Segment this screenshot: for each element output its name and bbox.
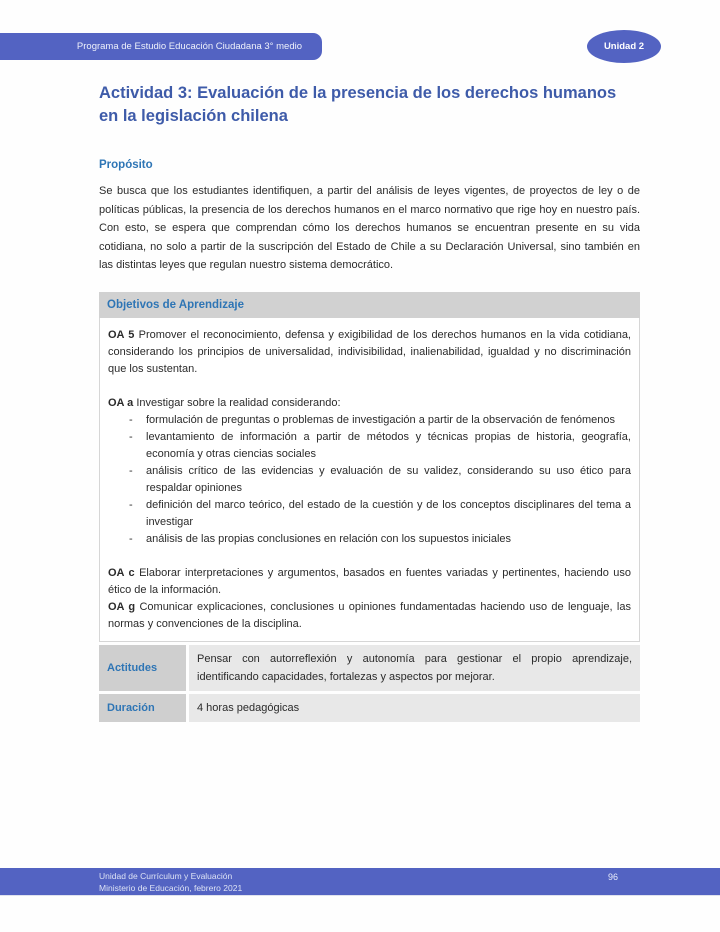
- page-footer: [0, 868, 720, 896]
- footer-line2: Ministerio de Educación, febrero 2021: [99, 882, 243, 893]
- oag-text: Comunicar explicaciones, conclusiones u opiniones fundamentadas haciendo uso de lenguaje, las normas y convenciones de la disciplina.: [108, 600, 631, 630]
- duracion-row: [99, 694, 640, 722]
- oaa-bullet-item: - formulación de preguntas o problemas de investigación a partir de la observación de fenómenos: [108, 412, 631, 429]
- objetivos-box: [99, 292, 640, 642]
- actitudes-row: [99, 645, 640, 691]
- footer-line1: Unidad de Currículum y Evaluación: [99, 871, 233, 881]
- page-number: 96: [608, 872, 619, 882]
- oac-text: Elaborar interpretaciones y argumentos, basados en fuentes variadas y pertinentes, haciendo uso ético de la información.: [108, 566, 632, 596]
- page-content: [99, 82, 640, 722]
- oa5-label: OA 5: [108, 328, 135, 341]
- oag-label: OA g: [108, 600, 136, 613]
- oaa-paragraph: [108, 395, 631, 412]
- oa5-paragraph: [108, 327, 631, 378]
- oaa-bullet-item: - análisis de las propias conclusiones en relación con los supuestos iniciales: [108, 531, 631, 548]
- oaa-bullet-item: - análisis crítico de las evidencias y evaluación de su validez, considerando su uso ético para respaldar opiniones: [108, 463, 631, 497]
- unit-badge: [587, 30, 661, 63]
- oaa-label: OA a: [108, 396, 134, 409]
- program-band-label: Programa de Estudio Educación Ciudadana 3° medio: [76, 41, 302, 52]
- duracion-value: 4 horas pedagógicas: [189, 694, 640, 722]
- program-band: [0, 33, 322, 60]
- oaa-bullet-item: - definición del marco teórico, del estado de la cuestión y de los conceptos disciplinares del tema a investigar: [108, 497, 631, 531]
- objetivos-body: [99, 318, 640, 642]
- proposito-heading: Propósito: [99, 159, 153, 171]
- spacer: [108, 548, 631, 565]
- actitudes-value: Pensar con autorreflexión y autonomía para gestionar el propio aprendizaje, identificando capacidades, fortalezas y aspectos por mejorar.: [189, 645, 640, 691]
- objetivos-header: [99, 292, 640, 318]
- oa5-text: Promover el reconocimiento, defensa y exigibilidad de los derechos humanos en la vida cotidiana, considerando los principios de universalidad, indivisibilidad, inalienabilidad, igualdad y no discriminación que los sustentan.: [108, 328, 631, 375]
- spacer: [108, 378, 631, 395]
- objetivos-header-label: Objetivos de Aprendizaje: [107, 298, 244, 311]
- oac-paragraph: [108, 565, 631, 599]
- oag-paragraph: [108, 599, 631, 633]
- unit-badge-label: Unidad 2: [603, 41, 645, 52]
- oac-label: OA c: [108, 566, 135, 579]
- duracion-label: Duración: [99, 694, 186, 722]
- oaa-bullet-list: [108, 412, 631, 548]
- page-title: Actividad 3: Evaluación de la presencia de los derechos humanos en la legislación chilena: [99, 84, 617, 125]
- oaa-bullet-item: - levantamiento de información a partir de métodos y técnicas propias de historia, geografía, economía y otras ciencias sociales: [108, 429, 631, 463]
- oaa-text: Investigar sobre la realidad considerando:: [136, 396, 341, 409]
- proposito-paragraph: Se busca que los estudiantes identifiquen, a partir del análisis de leyes vigentes, de proyectos de ley o de políticas públicas, la presencia de los derechos humanos en el marco normativo que rige hoy en nuestro país. Con esto, se espera que comprendan cómo los derechos humanos se encuentran presente en su vida cotidiana, no solo a partir de la suscripción del Estado de Chile a su Declaración Universal, sino también en las distintas leyes que regulan nuestro sistema democrático.: [99, 185, 640, 272]
- actitudes-label: Actitudes: [99, 645, 186, 691]
- footer-credits: [99, 871, 242, 894]
